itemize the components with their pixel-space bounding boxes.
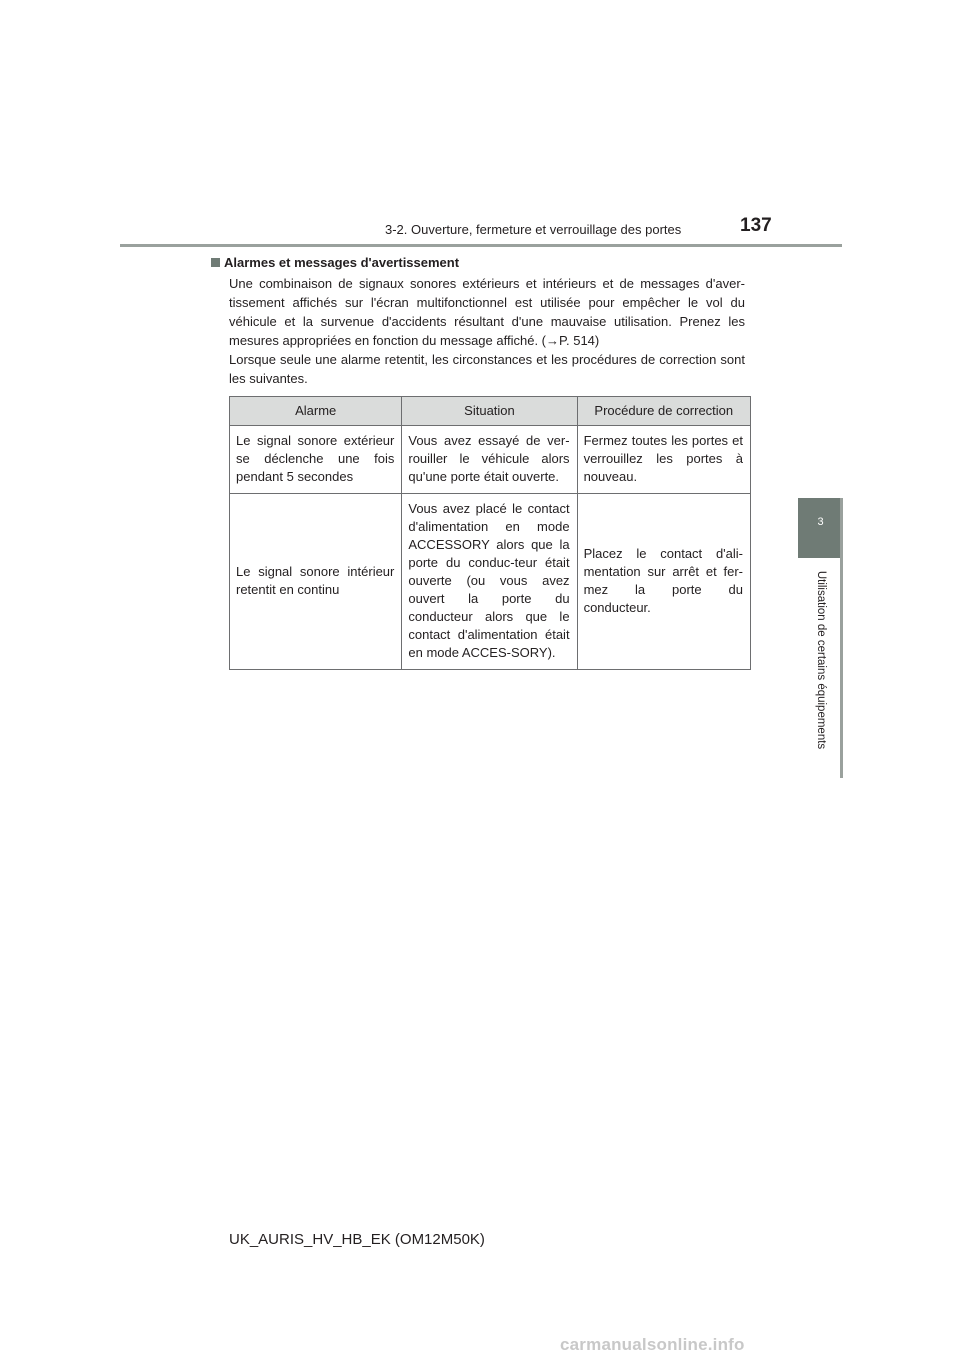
section-heading (211, 255, 459, 270)
header-divider (120, 244, 842, 247)
section-title: 3-2. Ouverture, fermeture et verrouillage des portes (385, 222, 682, 237)
watermark: carmanualsonline.info (560, 1335, 745, 1354)
intro-paragraph: Une combinaison de signaux sonores extérieurs et intérieurs et de messages d'aver-tissement affichés sur l'écran multifonctionnel est utilisée pour empêcher le vol du véhicule et la survenue d'accidents résultant d'une mauvaise utilisation. Prenez les mesures appropriées en fonction du message affiché. (→P. 514) (229, 276, 745, 348)
header-alarm: Alarme (230, 397, 402, 426)
table-header-row (230, 397, 751, 426)
model-code: UK_AURIS_HV_HB_EK (OM12M50K) (229, 1231, 485, 1248)
chapter-title-text: Utilisation de certains équipements (815, 570, 827, 750)
table-cell-alarm: Le signal sonore extérieur se déclenche une fois pendant 5 secondes (230, 426, 402, 494)
chapter-number: 3 (817, 516, 824, 528)
page-number: 137 (740, 215, 772, 236)
table-cell-procedure: Fermez toutes les portes et verrouillez les portes à nouveau. (577, 426, 750, 494)
table-cell-alarm: Le signal sonore intérieur retentit en continu (230, 494, 402, 670)
table-intro-paragraph: Lorsque seule une alarme retentit, les circonstances et les procédures de correction sont les suivantes. (229, 352, 745, 386)
table-cell-situation: Vous avez essayé de ver-rouiller le véhicule alors qu'une porte était ouverte. (402, 426, 577, 494)
square-bullet-icon (211, 258, 220, 267)
header-procedure: Procédure de correction (577, 397, 750, 426)
header-situation: Situation (402, 397, 577, 426)
chapter-tab (798, 498, 843, 558)
table-cell-situation: Vous avez placé le contact d'alimentation en mode ACCESSORY alors que la porte du conduc-teur était ouverte (ou vous avez ouvert la porte du conducteur alors que le contact d'alimentation était en mode ACCES-SORY). (402, 494, 577, 670)
table-cell-procedure: Placez le contact d'ali-mentation sur arrêt et fer-mez la porte du conducteur. (577, 494, 750, 670)
chapter-side-bar (840, 498, 843, 778)
section-heading-text: Alarmes et messages d'avertissement (224, 255, 460, 270)
table-row (230, 494, 751, 670)
alarm-table (229, 396, 751, 670)
table-row (230, 426, 751, 494)
